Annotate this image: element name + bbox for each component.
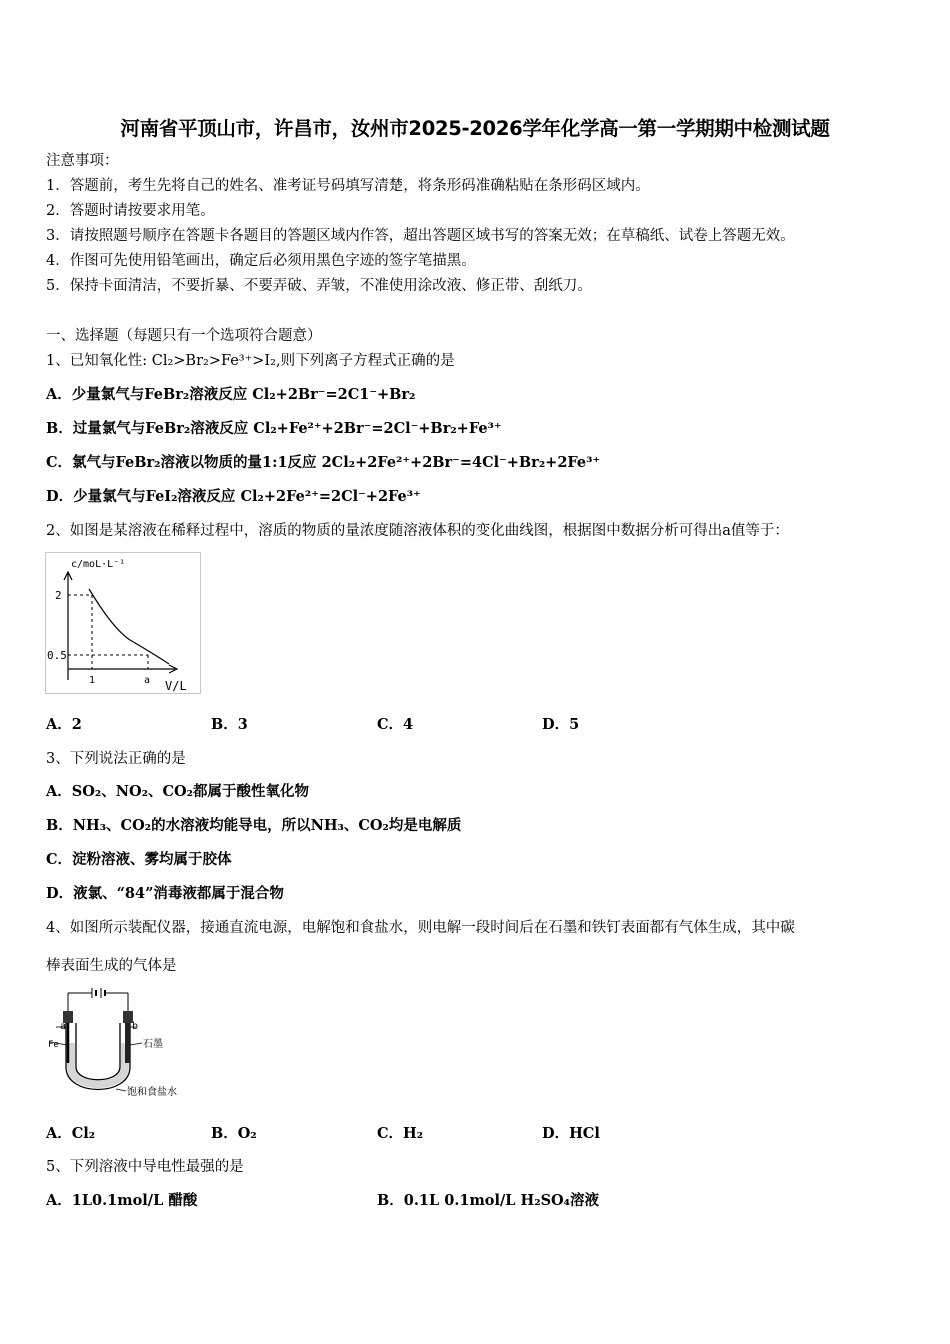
q1-option-a[interactable]: A．少量氯气与FeBr₂溶液反应 Cl₂+2Br⁻=2C1⁻+Br₂ xyxy=(46,386,416,403)
q2-option-d[interactable]: D．5 xyxy=(542,716,580,733)
electrolysis-apparatus-diagram xyxy=(46,985,196,1108)
note-item: 4．作图可先使用铅笔画出，确定后必须用黑色字迹的签字笔描黑。 xyxy=(46,253,476,269)
graph-y-label: c/moL·L⁻¹ xyxy=(71,559,126,570)
question-2-stem: 2、如图是某溶液在稀释过程中，溶质的物质的量浓度随溶液体积的变化曲线图，根据图中数据分析可得出a值等于： xyxy=(46,523,789,539)
graph-y-tick-2: 2 xyxy=(55,589,62,602)
q5-option-a[interactable]: A．1L0.1mol/L 醋酸 xyxy=(46,1192,198,1209)
notes-heading: 注意事项： xyxy=(46,153,119,169)
graph-x-tick-a: a xyxy=(144,675,151,686)
note-item: 2．答题时请按要求用笔。 xyxy=(46,203,215,219)
q3-option-d[interactable]: D．液氯、“84”消毒液都属于混合物 xyxy=(46,885,284,902)
concentration-volume-graph xyxy=(45,552,201,694)
section-heading: 一、选择题（每题只有一个选项符合题意） xyxy=(46,328,322,344)
question-4-stem-line2: 棒表面生成的气体是 xyxy=(46,958,177,974)
question-4-stem-line1: 4、如图所示装配仪器，接通直流电源，电解饱和食盐水，则电解一段时间后在石墨和铁钉表面都有气体生成，其中碳 xyxy=(46,920,795,936)
q1-option-d[interactable]: D．少量氯气与FeI₂溶液反应 Cl₂+2Fe²⁺=2Cl⁻+2Fe³⁺ xyxy=(46,488,421,505)
electrode-a-label: a xyxy=(60,1021,67,1032)
q1-option-b[interactable]: B．过量氯气与FeBr₂溶液反应 Cl₂+Fe²⁺+2Br⁻=2Cl⁻+Br₂+Fe³⁺ xyxy=(46,420,502,437)
q3-option-c[interactable]: C．淀粉溶液、雾均属于胶体 xyxy=(46,851,232,868)
q3-option-a[interactable]: A．SO₂、NO₂、CO₂都属于酸性氧化物 xyxy=(46,783,309,800)
q1-option-c[interactable]: C．氯气与FeBr₂溶液以物质的量1:1反应 2Cl₂+2Fe²⁺+2Br⁻=4Cl⁻+Br₂+2Fe³⁺ xyxy=(46,454,601,471)
note-item: 3．请按照题号顺序在答题卡各题目的答题区域内作答，超出答题区域书写的答案无效；在草稿纸、试卷上答题无效。 xyxy=(46,228,795,244)
q2-option-a[interactable]: A．2 xyxy=(46,716,82,733)
question-3-stem: 3、下列说法正确的是 xyxy=(46,751,186,767)
graph-y-tick-0-5: 0.5 xyxy=(47,649,67,662)
q5-option-b[interactable]: B．0.1L 0.1mol/L H₂SO₄溶液 xyxy=(377,1192,600,1209)
q3-option-b[interactable]: B．NH₃、CO₂的水溶液均能导电，所以NH₃、CO₂均是电解质 xyxy=(46,817,462,834)
graphite-label: 石墨 xyxy=(143,1039,163,1050)
graph-x-label: V/L xyxy=(165,679,187,693)
note-item: 5．保持卡面清洁，不要折暴、不要弄破、弄皱，不准使用涂改液、修正带、刮纸刀。 xyxy=(46,278,592,294)
electrode-b-label: b xyxy=(132,1021,139,1032)
q2-option-b[interactable]: B．3 xyxy=(211,716,248,733)
question-1-stem: 1、已知氧化性: Cl₂>Br₂>Fe³⁺>I₂,则下列离子方程式正确的是 xyxy=(46,353,455,369)
q2-option-c[interactable]: C．4 xyxy=(377,716,414,733)
brine-label: 饱和食盐水 xyxy=(127,1087,177,1098)
fe-label: Fe xyxy=(48,1040,59,1050)
graph-x-tick-1: 1 xyxy=(89,675,96,686)
q4-option-b[interactable]: B．O₂ xyxy=(211,1125,257,1142)
q4-option-a[interactable]: A．Cl₂ xyxy=(46,1125,96,1142)
q4-option-c[interactable]: C．H₂ xyxy=(377,1125,424,1142)
exam-title: 河南省平顶山市，许昌市，汝州市2025-2026学年化学高一第一学期期中检测试题 xyxy=(120,117,830,140)
question-5-stem: 5、下列溶液中导电性最强的是 xyxy=(46,1159,244,1175)
q4-option-d[interactable]: D．HCl xyxy=(542,1125,600,1142)
note-item: 1．答题前，考生先将自己的姓名、准考证号码填写清楚，将条形码准确粘贴在条形码区域内。 xyxy=(46,178,650,194)
